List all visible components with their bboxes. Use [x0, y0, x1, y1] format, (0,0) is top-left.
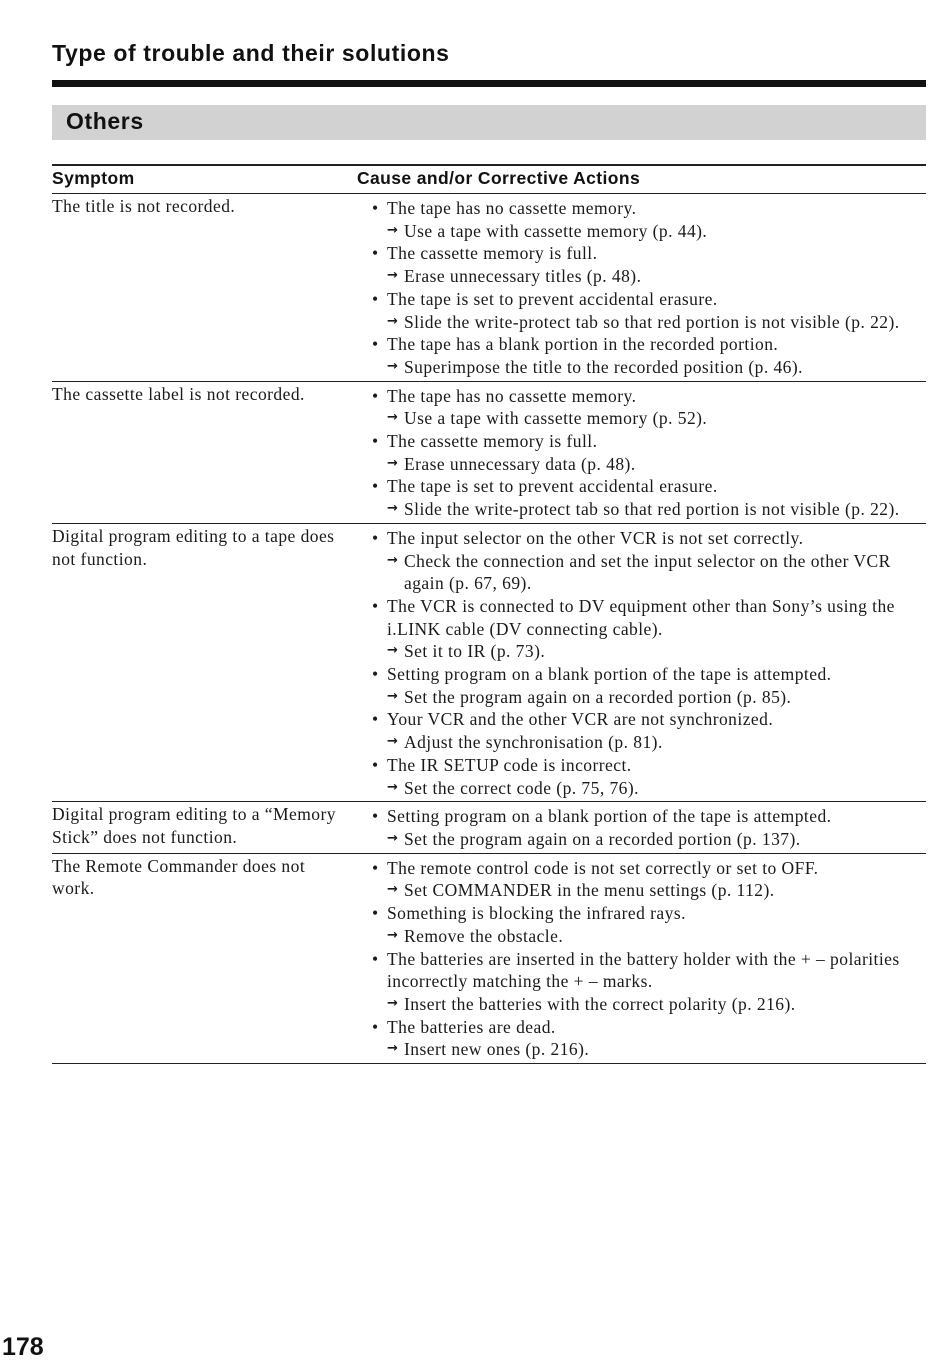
- arrow-right-icon: →: [387, 779, 399, 795]
- arrow-right-icon: →: [387, 882, 399, 898]
- bullet-icon: •: [372, 288, 379, 309]
- bullet-icon: •: [372, 198, 379, 218]
- corrective-action: [357, 265, 926, 288]
- cause-item: [357, 805, 926, 828]
- table-row: [52, 854, 926, 1064]
- corrective-action: [357, 453, 926, 476]
- corrective-action-text: Set COMMANDER in the menu settings (p. 112).: [404, 880, 775, 901]
- corrective-action-text: Remove the obstacle.: [404, 925, 564, 946]
- cause-text: Setting program on a blank portion of the tape is attempted.: [387, 664, 832, 685]
- symptom-cell: The cassette label is not recorded.: [52, 383, 305, 404]
- section-header-bar: [52, 105, 926, 140]
- bullet-icon: •: [372, 754, 379, 775]
- bullet-icon: •: [372, 806, 379, 827]
- bullet-icon: •: [372, 385, 379, 406]
- cause-item: [357, 663, 926, 686]
- cause-item: [357, 595, 926, 640]
- cause-item: [357, 1016, 926, 1039]
- cause-column-header: Cause and/or Corrective Actions: [357, 168, 641, 188]
- cause-text: The cassette memory is full.: [387, 431, 598, 452]
- symptom-cell: Digital program editing to a “Memory Stick” does not function.: [52, 804, 336, 847]
- table-row: [52, 802, 926, 853]
- bullet-icon: •: [372, 431, 379, 452]
- cause-text: The cassette memory is full.: [387, 243, 598, 264]
- cause-item: [357, 708, 926, 731]
- bullet-icon: •: [372, 1016, 379, 1037]
- cause-item: [357, 475, 926, 498]
- corrective-action: [357, 828, 926, 851]
- bullet-icon: •: [372, 664, 379, 685]
- section-title: Others: [66, 108, 144, 134]
- cause-text: The batteries are dead.: [387, 1016, 556, 1037]
- corrective-action-text: Set the program again on a recorded portion (p. 137).: [404, 828, 801, 849]
- symptom-cell: The Remote Commander does not work.: [52, 855, 306, 899]
- corrective-action-text: Slide the write-protect tab so that red portion is not visible (p. 22).: [404, 311, 900, 332]
- bullet-icon: •: [372, 334, 379, 355]
- cause-cell: [357, 802, 926, 852]
- cause-text: The batteries are inserted in the battery holder with the + – polarities incorrectly matching the + – marks.: [387, 948, 900, 992]
- corrective-action-text: Erase unnecessary data (p. 48).: [404, 453, 636, 474]
- symptom-column-header: Symptom: [52, 168, 135, 188]
- cause-text: The IR SETUP code is incorrect.: [387, 754, 632, 775]
- corrective-action-text: Adjust the synchronisation (p. 81).: [404, 732, 663, 753]
- corrective-action-text: Slide the write-protect tab so that red portion is not visible (p. 22).: [404, 499, 900, 520]
- page-number: 178: [2, 1333, 44, 1361]
- cause-text: The VCR is connected to DV equipment other than Sony’s using the i.LINK cable (DV connecting cable).: [387, 595, 895, 639]
- cause-text: The tape is set to prevent accidental erasure.: [387, 476, 718, 497]
- corrective-action-text: Set it to IR (p. 73).: [404, 641, 546, 662]
- corrective-action-text: Insert the batteries with the correct polarity (p. 216).: [404, 993, 796, 1014]
- corrective-action: [357, 220, 926, 243]
- corrective-action: [357, 777, 926, 800]
- corrective-action: [357, 1038, 926, 1061]
- arrow-right-icon: →: [387, 268, 399, 284]
- corrective-action: [357, 879, 926, 902]
- page-title: Type of trouble and their solutions: [52, 40, 450, 66]
- corrective-action-text: Set the correct code (p. 75, 76).: [404, 777, 639, 798]
- corrective-action-text: Set the program again on a recorded portion (p. 85).: [404, 686, 792, 707]
- arrow-right-icon: →: [387, 995, 399, 1011]
- arrow-right-icon: →: [387, 552, 399, 568]
- cause-item: [357, 333, 926, 356]
- bullet-icon: •: [372, 903, 379, 924]
- cause-cell: [357, 382, 926, 523]
- cause-item: [357, 242, 926, 265]
- bullet-icon: •: [372, 527, 379, 548]
- corrective-action-text: Use a tape with cassette memory (p. 52).: [404, 408, 708, 429]
- arrow-right-icon: →: [387, 222, 399, 238]
- title-rule: [52, 80, 926, 87]
- cause-text: The tape has no cassette memory.: [387, 198, 637, 218]
- corrective-action: [357, 640, 926, 663]
- cause-item: [357, 527, 926, 550]
- cause-cell: [357, 524, 926, 801]
- arrow-right-icon: →: [387, 643, 399, 659]
- cause-text: The tape has a blank portion in the recorded portion.: [387, 334, 779, 355]
- bullet-icon: •: [372, 857, 379, 878]
- cause-item: [357, 197, 926, 220]
- arrow-right-icon: →: [387, 313, 399, 329]
- cause-cell: [357, 854, 926, 1063]
- bullet-icon: •: [372, 948, 379, 969]
- arrow-right-icon: →: [387, 410, 399, 426]
- cause-item: [357, 948, 926, 993]
- cause-item: [357, 857, 926, 880]
- corrective-action: [357, 311, 926, 334]
- cause-item: [357, 385, 926, 408]
- table-row: [52, 382, 926, 524]
- bullet-icon: •: [372, 595, 379, 616]
- bullet-icon: •: [372, 476, 379, 497]
- arrow-right-icon: →: [387, 734, 399, 750]
- corrective-action: [357, 686, 926, 709]
- symptom-cell: The title is not recorded.: [52, 196, 236, 216]
- cause-text: The remote control code is not set correctly or set to OFF.: [387, 857, 819, 878]
- table-row: [52, 524, 926, 802]
- corrective-action-text: Superimpose the title to the recorded position (p. 46).: [404, 356, 803, 377]
- cause-text: Your VCR and the other VCR are not synchronized.: [387, 709, 774, 730]
- arrow-right-icon: →: [387, 688, 399, 704]
- arrow-right-icon: →: [387, 927, 399, 943]
- cause-text: Setting program on a blank portion of the tape is attempted.: [387, 806, 832, 827]
- corrective-action-text: Insert new ones (p. 216).: [404, 1039, 590, 1060]
- cause-item: [357, 754, 926, 777]
- cause-text: Something is blocking the infrared rays.: [387, 903, 686, 924]
- cause-text: The tape has no cassette memory.: [387, 385, 637, 406]
- cause-item: [357, 902, 926, 925]
- corrective-action: [357, 498, 926, 521]
- corrective-action: [357, 925, 926, 948]
- corrective-action: [357, 550, 926, 595]
- cause-cell: [357, 194, 926, 381]
- cause-item: [357, 288, 926, 311]
- corrective-action: [357, 993, 926, 1016]
- arrow-right-icon: →: [387, 455, 399, 471]
- cause-text: The tape is set to prevent accidental erasure.: [387, 288, 718, 309]
- corrective-action-text: Erase unnecessary titles (p. 48).: [404, 266, 642, 287]
- arrow-right-icon: →: [387, 501, 399, 517]
- troubleshooting-table: [52, 164, 926, 1064]
- arrow-right-icon: →: [387, 358, 399, 374]
- table-header: [52, 166, 926, 194]
- corrective-action: [357, 731, 926, 754]
- corrective-action: [357, 356, 926, 379]
- cause-text: The input selector on the other VCR is not set correctly.: [387, 527, 804, 548]
- arrow-right-icon: →: [387, 830, 399, 846]
- table-row: [52, 194, 926, 382]
- cause-item: [357, 430, 926, 453]
- symptom-cell: Digital program editing to a tape does not function.: [52, 525, 335, 569]
- corrective-action: [357, 407, 926, 430]
- table-body: [52, 194, 926, 1064]
- bullet-icon: •: [372, 243, 379, 264]
- corrective-action-text: Use a tape with cassette memory (p. 44).: [404, 220, 708, 241]
- arrow-right-icon: →: [387, 1041, 399, 1057]
- bullet-icon: •: [372, 709, 379, 730]
- corrective-action-text: Check the connection and set the input selector on the other VCR again (p. 67, 69).: [404, 550, 891, 594]
